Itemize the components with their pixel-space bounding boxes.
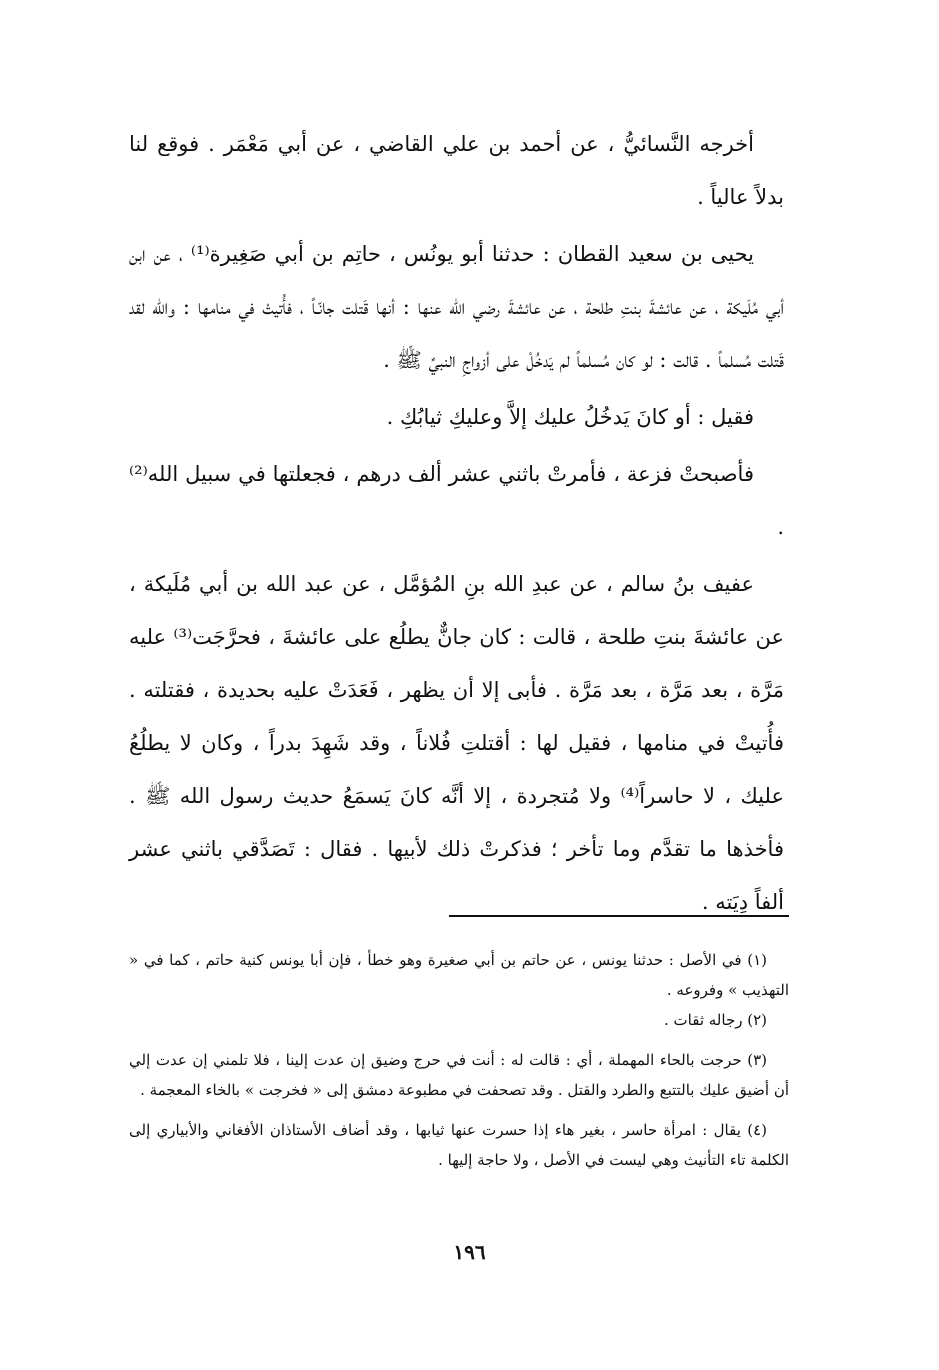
paragraph-nasai: أخرجه النَّسائيُّ ، عن أحمد بن علي القاضي ، عن أبي مَعْمَر . فوقع لنا بدلاً عالياً .: [129, 132, 784, 209]
paragraph-fasbahat: فأصبحتْ فزعة ، فأمرتْ باثني عشر ألف درهم ، فجعلتها في سبيل الله⁽²⁾ .: [129, 462, 784, 539]
footnote-2: (٢) رجاله ثقات .: [664, 1011, 767, 1029]
paragraph-yahya: يحيى بن سعيد القطان : حدثنا أبو يونُس ، حاتِم بن أبي صَغِيرة⁽¹⁾ ، عن ابن أبي مُلَيكة ، عن عائشةَ بنتِ طلحة ، عن عائشةَ رضي الله عنها : أنها قَتلت جانّـاً ، فأُتيتْ في منامها : والله لقد قَتلت مُسلماً . قالت : لو كان مُسلماً لم يَدخُلْ على أزواجِ النبيِّ ﷺ .: [129, 242, 784, 372]
footnote-1: (١) في الأصل : حدثنا يونس ، عن حاتم بن أبي صغيرة وهو خطأ ، فإن أبا يونس كنية حاتم ، كما في « التهذيب » وفروعه .: [129, 951, 789, 999]
footnote-3: (٣) حرجت بالحاء المهملة ، أي : قالت له : أنت في حرج وضيق إن عدت إلينا ، فلا تلمني إن عدت إلي أن أضيق عليك بالتتبع والطرد والقتل . وقد تصحفت في مطبوعة دمشق إلى « فخرجت » بالخاء المعجمة .: [129, 1051, 789, 1099]
paragraph-afif: عفيف بنُ سالم ، عن عبدِ الله بنِ المُؤمَّل ، عن عبد الله بن أبي مُلَيكة ، عن عائشةَ بنتِ طلحة ، قالت : كان جانٌّ يطلُع على عائشةَ ، فحرَّجَت⁽³⁾ عليه مَرَّة ، بعد مَرَّة ، بعد مَرَّة . فأبى إلا أن يظهر ، فَعَدَتْ عليه بحديدة ، فقتلته . فأُتيتْ في منامها ، فقيل لها : أقتلتِ فُلاناً ، وقد شَهِدَ بدراً ، وكان لا يطلُعُ عليك ، لا حاسراً⁽⁴⁾ ولا مُتجردة ، إلا أنَّه كانَ يَسمَعُ حديث رسول الله ﷺ . فأخذها ما تقدَّم وما تأخر ؛ فذكرتْ ذلك لأبيها . فقال : تَصَدَّقي باثني عشر ألفاً دِيَته .: [129, 572, 784, 914]
footnote-divider: [449, 915, 789, 917]
main-text: [129, 118, 784, 929]
footnote-4: (٤) يقال : امرأة حاسر ، بغير هاء إذا حسرت عنها ثيابها ، وقد أضاف الأستاذان الأفغاني والأبياري إلى الكلمة تاء التأنيث وهي ليست في الأصل ، ولا حاجة إليها .: [129, 1121, 789, 1169]
paragraph-faqil: فقيل : أو كانَ يَدخُلُ عليك إلاَّ وعليكِ ثيابُكِ .: [386, 405, 754, 429]
footnotes: [129, 945, 789, 1175]
page-number: ١٩٦: [453, 1240, 486, 1264]
